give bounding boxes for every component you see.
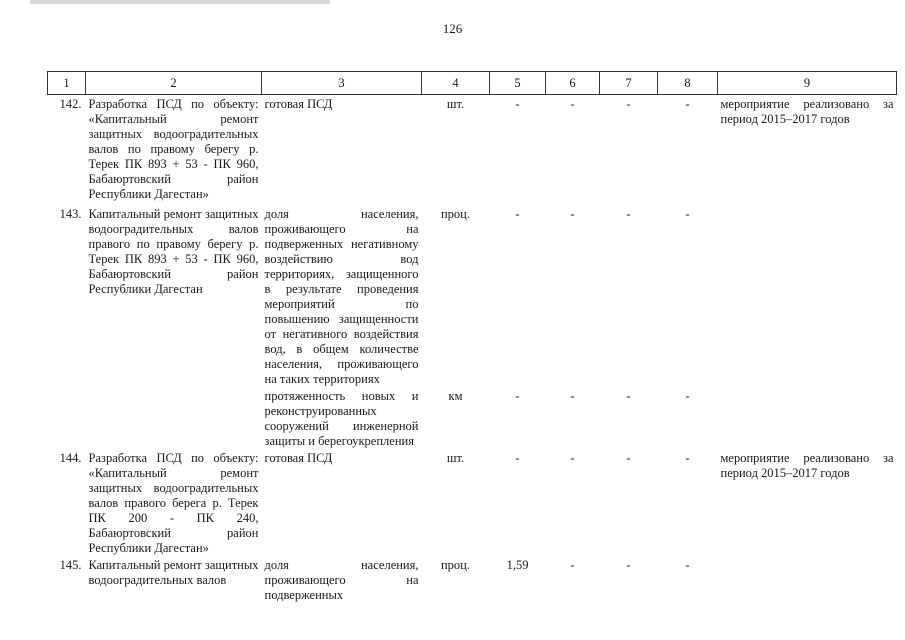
- indicator: готовая ПСД: [264, 97, 333, 111]
- measure-name: Капитальный ремонт защитных водооградительных валов правого по правому берегу р. Терек ПК 893 + 53 - ПК 960, Бабаюртовский район Республики Дагестан: [88, 207, 259, 296]
- column-header: 3: [262, 72, 422, 95]
- value-col-5: -: [515, 451, 520, 465]
- row-number: 144.: [59, 451, 82, 465]
- note: [718, 387, 897, 449]
- measure-name: Разработка ПСД по объекту: «Капитальный ремонт защитных водооградительных валов по правому берегу р. Терек ПК 893 + 53 - ПК 960, Бабаюртовский район Республики Дагестан»: [88, 97, 259, 201]
- scan-edge-artifact: [30, 0, 330, 4]
- unit: проц.: [440, 207, 470, 221]
- table-row: [48, 205, 897, 387]
- value-col-8: -: [685, 389, 690, 403]
- value-col-5: -: [515, 97, 520, 111]
- value-col-8: -: [685, 97, 690, 111]
- value-col-6: -: [570, 97, 575, 111]
- measures-table: [47, 71, 897, 603]
- value-col-7: -: [626, 97, 631, 111]
- row-number: 143.: [59, 207, 82, 221]
- note: мероприятие реализовано за период 2015–2017 годов: [720, 97, 894, 126]
- value-col-7: -: [626, 558, 631, 572]
- value-col-7: -: [626, 207, 631, 221]
- value-col-6: -: [570, 207, 575, 221]
- value-col-6: -: [570, 389, 575, 403]
- page-number: 126: [442, 21, 463, 36]
- unit: проц.: [440, 558, 470, 572]
- column-header: 4: [422, 72, 490, 95]
- indicator: доля населения, проживающего на подверженных негативному воздействию вод территориях, защищенного в результате проведения мероприятий по повышению защищенности от негативного воздействия вод, в общем количестве населения, проживающего на таких территориях: [264, 207, 419, 386]
- value-col-5: 1,59: [506, 558, 529, 572]
- table-row: [48, 449, 897, 556]
- table-row: [48, 95, 897, 206]
- unit: шт.: [446, 451, 465, 465]
- value-col-5: -: [515, 389, 520, 403]
- column-header: 6: [546, 72, 600, 95]
- value-col-8: -: [685, 207, 690, 221]
- value-col-6: -: [570, 558, 575, 572]
- column-header: 2: [86, 72, 262, 95]
- note: [718, 205, 897, 387]
- value-col-5: -: [515, 207, 520, 221]
- note: [718, 556, 897, 603]
- indicator: доля населения, проживающего на подверженных: [264, 558, 419, 602]
- unit: км: [448, 389, 463, 403]
- row-number: 145.: [59, 558, 82, 572]
- value-col-6: -: [570, 451, 575, 465]
- table-row: [48, 556, 897, 603]
- indicator: готовая ПСД: [264, 451, 333, 465]
- column-header: 7: [600, 72, 658, 95]
- value-col-8: -: [685, 451, 690, 465]
- column-header: 1: [48, 72, 86, 95]
- column-header: 8: [658, 72, 718, 95]
- value-col-7: -: [626, 451, 631, 465]
- header-row: [48, 72, 897, 95]
- note: мероприятие реализовано за период 2015–2017 годов: [720, 451, 894, 480]
- value-col-8: -: [685, 558, 690, 572]
- column-header: 9: [718, 72, 897, 95]
- unit: шт.: [446, 97, 465, 111]
- table-row: [48, 387, 897, 449]
- indicator: протяженность новых и реконструированных сооружений инженерной защиты и берегоукрепления: [264, 389, 419, 448]
- measure-name: [86, 387, 262, 449]
- measure-name: Разработка ПСД по объекту: «Капитальный ремонт защитных водооградительных валов правого берега р. Терек ПК 200 - ПК 240, Бабаюртовский район Республики Дагестан»: [88, 451, 259, 555]
- column-header: 5: [490, 72, 546, 95]
- row-number: 142.: [59, 97, 82, 111]
- value-col-7: -: [626, 389, 631, 403]
- measure-name: Капитальный ремонт защитных водооградительных валов: [88, 558, 259, 587]
- row-number: [48, 387, 86, 449]
